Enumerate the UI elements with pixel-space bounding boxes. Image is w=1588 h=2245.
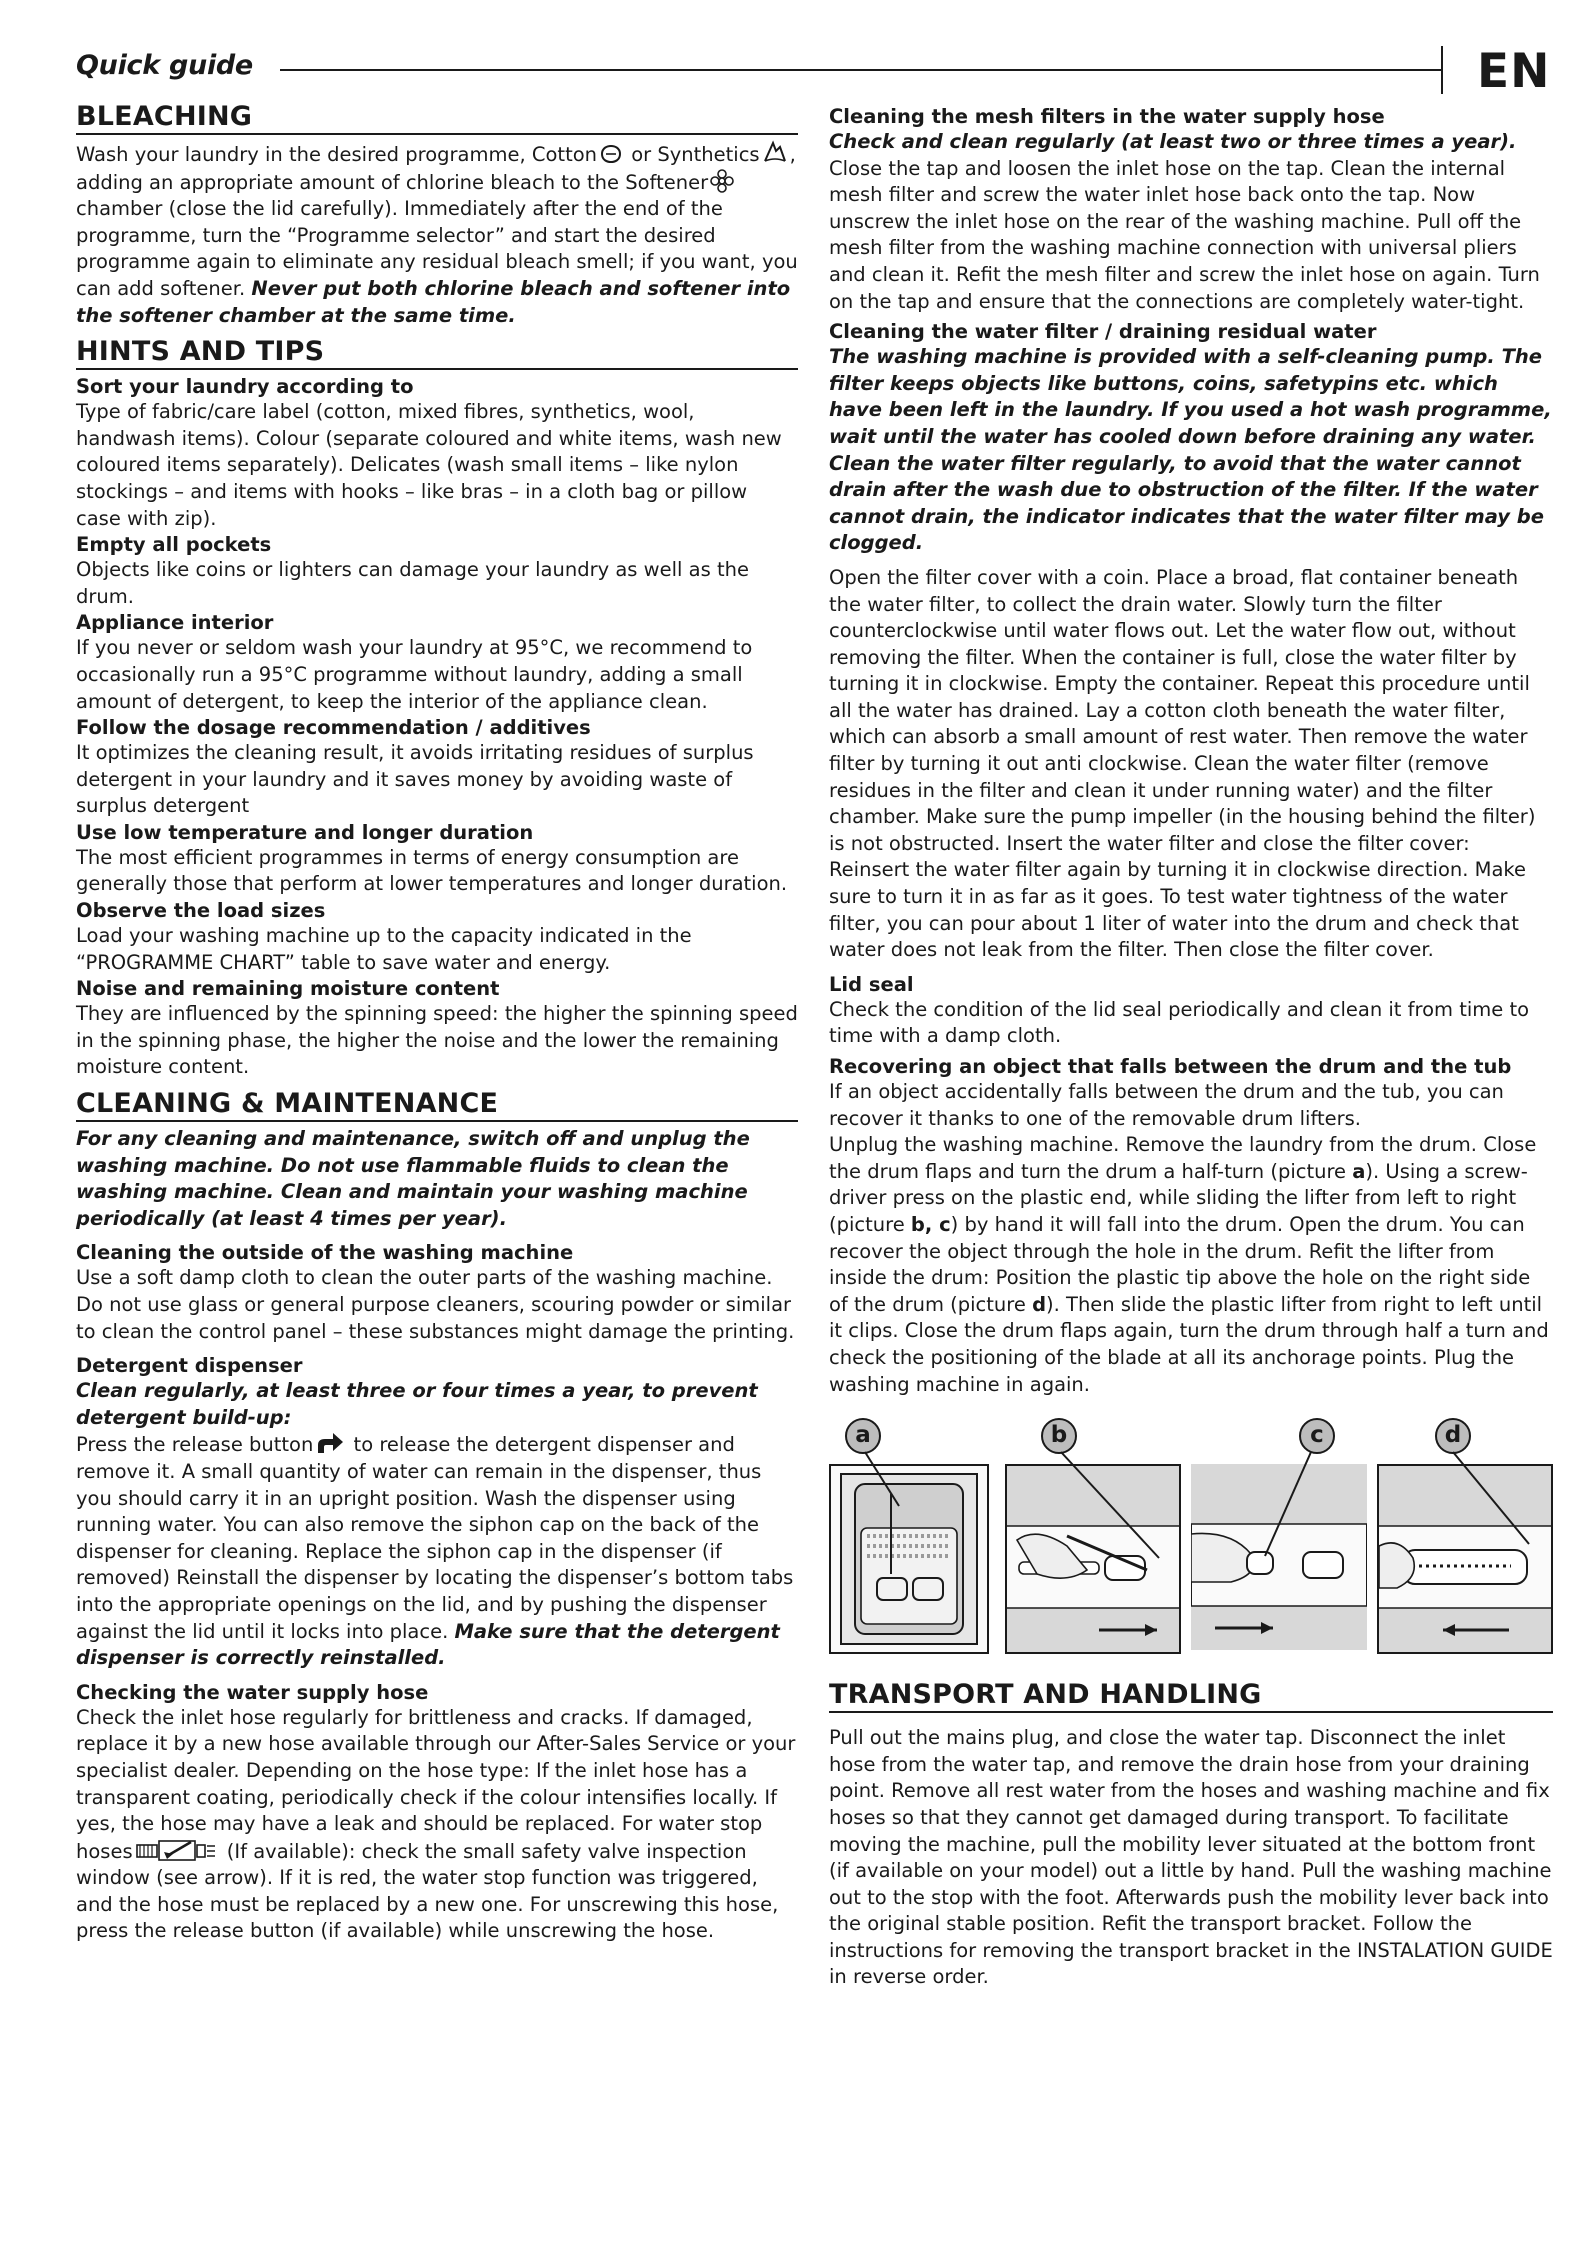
water-stop-hose-icon	[135, 1838, 219, 1862]
leader-line-a	[859, 1448, 919, 1508]
filter-emphasis: The washing machine is provided with a self-cleaning pump. The filter keeps objects like buttons, coins, safetypins etc. which have been left in the laundry. If you used a hot wash programme, wait until the water has cooled down before draining any water. Clean the water filter regularly, to avoid that the water cannot drain after the wash due to obstruction of the filter. If the water cannot drain, the indicator indicates that the water filter may be clogged.	[829, 345, 1552, 555]
hint-text: Load your washing machine up to the capacity indicated in the “PROGRAMME CHART” table to save water and energy.	[76, 924, 692, 974]
cotton-icon	[599, 143, 623, 165]
hint-heading: Noise and remaining moisture content	[76, 977, 500, 1001]
bleaching-warning: Never put both chlorine bleach and softener into the softener chamber at the same time.	[76, 276, 791, 327]
bleaching-text: Wash your laundry in the desired programme, Cotton or Synthetics , adding an appropriate amount of chlorine bleach to the Softener chamber (close the lid carefully). Immediately after the end of the programme, turn the “Programme selector” and start the desired programme again to eliminate any residual bleach smell; if you want, you can add softener. Never put both chlorine bleach and softener into the softener chamber at the same time.	[76, 139, 798, 329]
filter-text: Open the filter cover with a coin. Place a broad, flat container beneath the water filter, to collect the drain water. Slowly turn the filter counterclockwise until water flows out. Let the water flow out, without removing the filter. When the container is full, close the water filter by turning it in clockwise. Empty the container. Repeat this procedure until all the water has drained. Lay a cotton cloth beneath the water filter, which can absorb a small amount of rest water. Then remove the water filter by turning it out anti clockwise. Clean the water filter (remove residues in the filter and clean it under running water) and the filter chamber. Make sure the pump impeller (in the housing behind the filter) is not obstructed. Insert the water filter and close the filter cover: Reinsert the water filter again by turning it in clockwise direction. Make sure to turn it in as far as it goes. To test water tightness of the water filter, you can pour about 1 liter of water into the drum and check that water does not leak from the filter. Then close the filter cover.	[829, 565, 1536, 962]
mesh-heading: Cleaning the mesh filters in the water supply hose	[829, 105, 1385, 128]
picture-ref-a: a	[1352, 1159, 1366, 1183]
hint-heading: Follow the dosage recommendation / additives	[76, 716, 591, 740]
hint-text: It optimizes the cleaning result, it avoids irritating residues of surplus detergent in your laundry and it saves money by avoiding waste of surplus detergent	[76, 741, 754, 818]
figure-label-d: d	[1435, 1418, 1471, 1454]
recover-heading: Recovering an object that falls between the drum and the tub	[829, 1055, 1512, 1078]
leader-line-d	[1445, 1448, 1545, 1568]
figure-label-a: a	[845, 1418, 881, 1454]
hint-text: Type of fabric/care label (cotton, mixed fibres, synthetics, wool, handwash items). Colour (separate coloured and white items, wash new coloured items separately). Delicates (wash small items – like nylon stockings – and items with hooks – like bras – in a cloth bag or pillow case with zip).	[76, 400, 782, 530]
dispenser-text: Press the release button to release the detergent dispenser and remove it. A small quantity of water can remain in the dispenser, thus you should carry it in an upright position. Wash the dispenser using running water. You can also remove the siphon cap on the back of the dispenser for cleaning. Replace the siphon cap in the dispenser (if removed) Reinstall the dispenser by locating the dispenser’s bottom tabs into the appropriate openings on the lid, and by pushing the dispenser against the lid until it locks into place. Make sure that the detergent dispenser is correctly reinstalled.	[76, 1433, 794, 1670]
drum-lifter-figure	[829, 1418, 1553, 1666]
page-header-title: Quick guide	[76, 50, 253, 81]
outside-text: Use a soft damp cloth to clean the outer parts of the washing machine. Do not use glass or general purpose cleaners, scouring powder or similar to clean the control panel – these substances might damage the printing.	[76, 1266, 795, 1343]
hint-text: Objects like coins or lighters can damage your laundry as well as the drum.	[76, 558, 749, 608]
hint-heading: Use low temperature and longer duration	[76, 820, 534, 844]
recover-text-2: Unplug the washing machine. Remove the laundry from the drum. Close the drum flaps and turn the drum a half-turn (picture a). Using a screw-driver press on the plastic end, while sliding the lifter from left to right (picture b, c) by hand it will fall into the drum. Open the drum. You can recover the object through the hole in the drum. Refit the lifter from inside the drum: Position the plastic tip above the hole on the right side of the drum (picture d). Then slide the plastic lifter from right to left until it clips. Close the drum flaps again, turn the drum through half a turn and check the positioning of the blade at all its anchorage points. Plug the washing machine in again.	[829, 1133, 1549, 1396]
filter-heading: Cleaning the water filter / draining residual water	[829, 320, 1377, 344]
hint-heading: Empty all pockets	[76, 533, 272, 557]
figure-label-c: c	[1299, 1418, 1335, 1454]
section-title-transport: TRANSPORT AND HANDLING	[829, 1680, 1553, 1713]
hints-list	[76, 374, 798, 1081]
outside-heading: Cleaning the outside of the washing machine	[76, 1241, 574, 1265]
release-arrow-icon	[315, 1431, 345, 1455]
mesh-emphasis: Check and clean regularly (at least two or three times a year).	[829, 130, 1517, 153]
figure-label-b: b	[1041, 1418, 1077, 1454]
hint-text: They are influenced by the spinning speed: the higher the spinning speed in the spinning phase, the higher the noise and the lower the remaining moisture content.	[76, 1002, 798, 1079]
hint-text: If you never or seldom wash your laundry at 95°C, we recommend to occasionally run a 95°C programme without laundry, adding a small amount of detergent, to keep the interior of the appliance clean.	[76, 636, 753, 713]
hose-text: Check the inlet hose regularly for brittleness and cracks. If damaged, replace it by a new hose available through our After-Sales Service or your specialist dealer. Depending on the hose type: If the inlet hose has a transparent coating, periodically check if the colour intensifies locally. If yes, the hose may have a leak and should be replaced. For water stop hoses (If available): check the small safety valve inspection window (see arrow). If it is red, the water stop function was triggered, and the hose must be replaced by a new one. For unscrewing this hose, press the release button (if available) while unscrewing the hose.	[76, 1705, 796, 1943]
hint-heading: Appliance interior	[76, 611, 274, 635]
picture-ref-bc: b, c	[910, 1212, 951, 1236]
leader-line-c	[1249, 1448, 1329, 1568]
dispenser-heading: Detergent dispenser	[76, 1354, 303, 1378]
synthetics-icon	[762, 139, 788, 165]
picture-ref-d: d	[1032, 1292, 1047, 1316]
hint-text: The most efficient programmes in terms of energy consumption are generally those that perform at lower temperatures and longer duration.	[76, 845, 788, 896]
header-rule-end	[1441, 46, 1443, 94]
hint-heading: Observe the load sizes	[76, 899, 326, 923]
transport-text: Pull out the mains plug, and close the water tap. Disconnect the inlet hose from the water tap, and remove the drain hose from your draining point. Remove all rest water from the hoses and washing machine and fix hoses so that they cannot get damaged during transport. To facilitate moving the machine, pull the mobility lever situated at the bottom front (if available on your model) out a little by hand. Pull the washing machine out to the stop with the foot. Afterwards push the mobility lever back into the original stable position. Refit the transport bracket. Follow the instructions for removing the transport bracket in the INSTALATION GUIDE in reverse order.	[829, 1726, 1553, 1989]
dispenser-warning: Make sure that the detergent dispenser is correctly reinstalled.	[76, 1619, 780, 1670]
section-title-bleaching: BLEACHING	[76, 102, 798, 135]
hint-heading: Sort your laundry according to	[76, 375, 414, 399]
softener-icon	[710, 169, 734, 193]
section-title-cleaning: CLEANING & MAINTENANCE	[76, 1089, 798, 1122]
right-column	[829, 104, 1553, 1991]
mesh-text: Close the tap and loosen the inlet hose on the tap. Clean the internal mesh filter and screw the water inlet hose back onto the tap. Now unscrew the inlet hose on the rear of the washing machine. Pull off the mesh filter from the washing machine connection with universal pliers and clean it. Refit the mesh filter and screw the inlet hose on again. Turn on the tap and ensure that the connections are completely water-tight.	[829, 156, 1540, 313]
lid-text: Check the condition of the lid seal periodically and clean it from time to time with a damp cloth.	[829, 997, 1530, 1048]
left-column	[76, 102, 798, 1945]
leader-line-b	[1055, 1448, 1175, 1568]
recover-text-1: If an object accidentally falls between the drum and the tub, you can recover it thanks to one of the removable drum lifters.	[829, 1080, 1504, 1130]
dispenser-emphasis: Clean regularly, at least three or four times a year, to prevent detergent build-up:	[76, 1379, 758, 1429]
hose-heading: Checking the water supply hose	[76, 1680, 429, 1704]
lid-heading: Lid seal	[829, 972, 914, 996]
language-label: EN	[1477, 44, 1551, 99]
header-rule	[280, 69, 1442, 71]
section-title-hints: HINTS AND TIPS	[76, 337, 798, 370]
cleaning-intro: For any cleaning and maintenance, switch off and unplug the washing machine. Do not use flammable fluids to clean the washing machine. Clean and maintain your washing machine periodically (at least 4 times per year).	[76, 1127, 750, 1230]
